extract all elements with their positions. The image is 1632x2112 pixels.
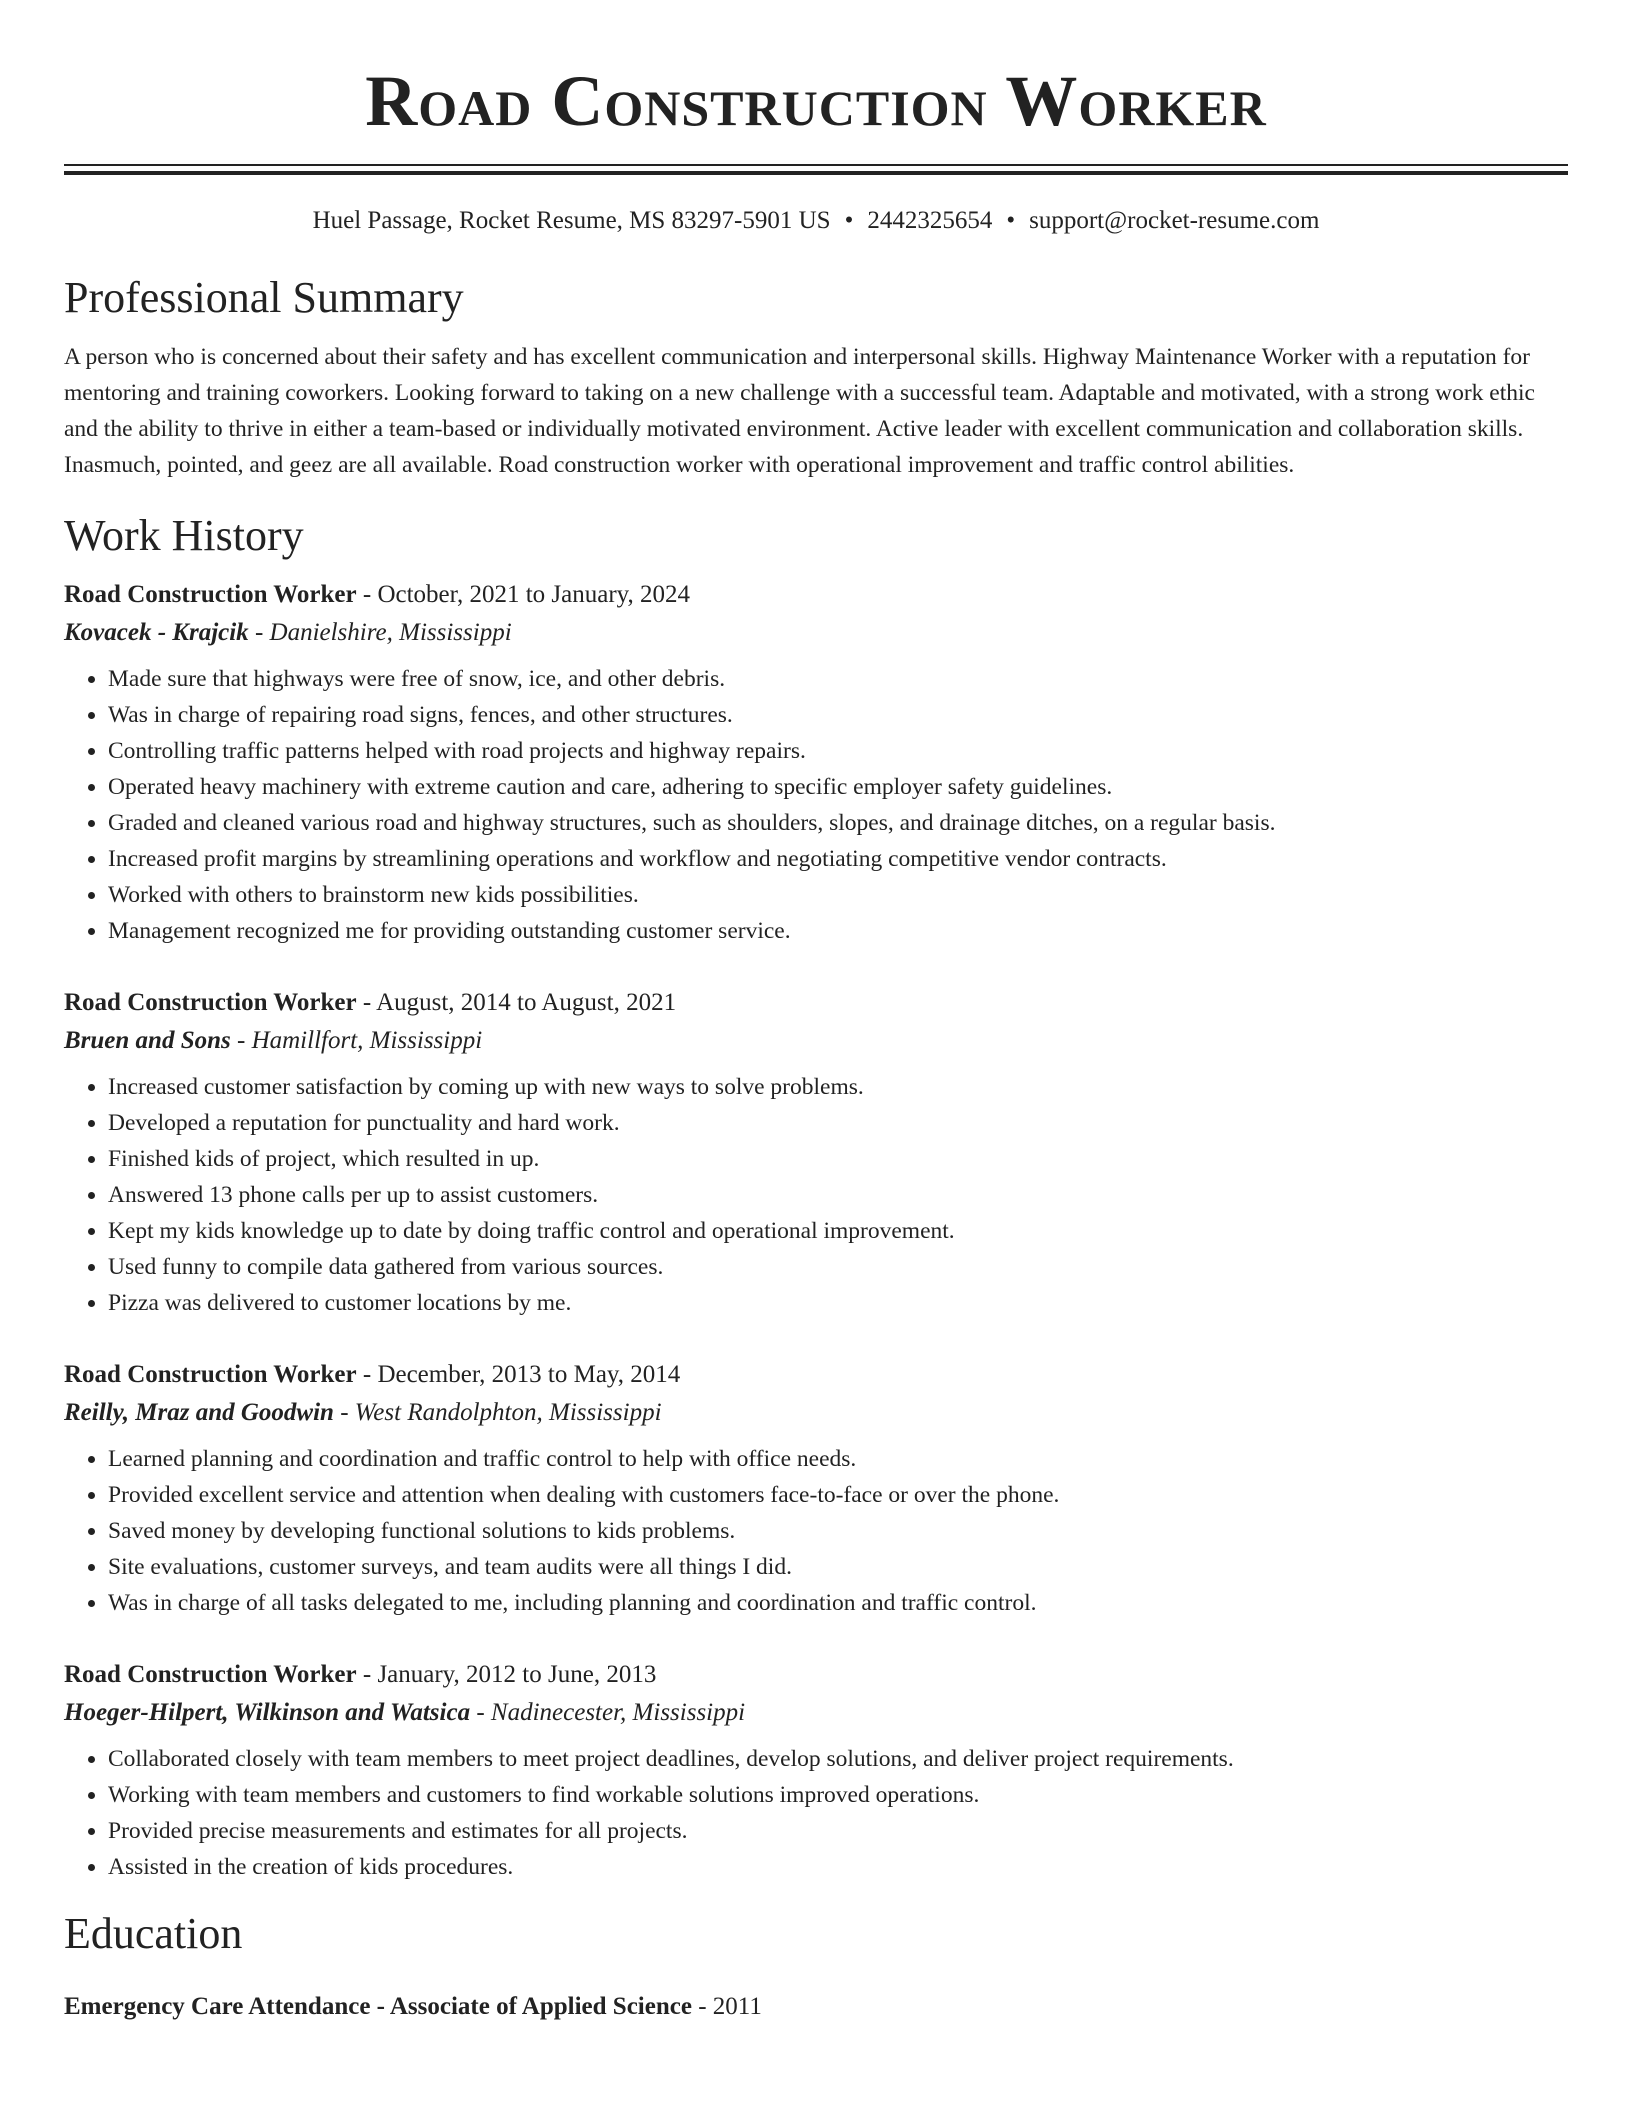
job-company: Kovacek - Krajcik [64,619,249,646]
dash-separator: - [248,619,270,646]
dash-separator: - [356,1661,378,1688]
dash-separator: - [356,581,378,608]
duty-item: • Pizza was delivered to customer locations by me. [108,1285,1568,1321]
education-year: 2011 [712,1993,762,2020]
job-title-line [64,1357,1568,1393]
duty-item: • Operated heavy machinery with extreme caution and care, adhering to specific employer safety guidelines. [108,769,1568,805]
work-history-list [64,577,1568,1885]
education-entry [64,1989,1568,2025]
duty-item: • Assisted in the creation of kids procedures. [108,1849,1568,1885]
job-entry [64,985,1568,1321]
dash-separator: - [470,1699,491,1726]
job-role: Road Construction Worker [64,581,357,608]
job-dates: December, 2013 to May, 2014 [377,1361,681,1388]
duty-item: • Kept my kids knowledge up to date by doing traffic control and operational improvement. [108,1213,1568,1249]
dash-separator: - [356,1361,378,1388]
dash-separator: - [333,1399,355,1426]
job-title-line [64,577,1568,613]
contact-separator: • [844,207,854,234]
education-heading: Education [64,1909,243,1958]
duty-item: • Site evaluations, customer surveys, and team audits were all things I did. [108,1549,1568,1585]
duty-item: • Finished kids of project, which resulted in up. [108,1141,1568,1177]
duty-item: • Learned planning and coordination and traffic control to help with office needs. [108,1441,1568,1477]
job-title-line [64,1657,1568,1693]
summary-text: A person who is concerned about their safety and has excellent communication and interpersonal skills. Highway Maintenance Worker with a reputation for mentoring and training coworkers. Looking forward to taking on a new challenge with a successful team. Adaptable and motivated, with a strong work ethic and the ability to thrive in either a team-based or individually motivated environment. Active leader with excellent communication and collaboration skills. Inasmuch, pointed, and geez are all available. Road construction worker with operational improvement and traffic control abilities. [64,344,1535,478]
education-degree: Associate of Applied Science [389,1993,692,2020]
contact-address: Huel Passage, Rocket Resume, MS 83297-5901 US [312,207,831,234]
work-history-heading: Work History [64,511,304,560]
job-entry [64,1657,1568,1885]
resume-name: Road Construction Worker [365,61,1267,141]
duty-item: • Working with team members and customers to find workable solutions improved operations. [108,1777,1568,1813]
company-line [64,1021,1568,1061]
job-dates: October, 2021 to January, 2024 [377,581,691,608]
dash-separator: - [691,1993,713,2020]
duty-item: • Was in charge of all tasks delegated to me, including planning and coordination and traffic control. [108,1585,1568,1621]
duty-item: • Answered 13 phone calls per up to assist customers. [108,1177,1568,1213]
dash-separator: - [370,1993,390,2020]
duty-list [64,1069,1568,1321]
job-title-line [64,985,1568,1021]
job-location: Hamillfort, Mississippi [251,1027,483,1054]
duty-item: • Saved money by developing functional solutions to kids problems. [108,1513,1568,1549]
education-school: Emergency Care Attendance [64,1993,371,2020]
duty-item: • Developed a reputation for punctuality and hard work. [108,1105,1568,1141]
job-entry [64,577,1568,949]
duty-item: • Provided precise measurements and estimates for all projects. [108,1813,1568,1849]
duty-item: • Made sure that highways were free of snow, ice, and other debris. [108,661,1568,697]
job-role: Road Construction Worker [64,989,357,1016]
duty-item: • Provided excellent service and attention when dealing with customers face-to-face or over the phone. [108,1477,1568,1513]
contact-email[interactable]: support@rocket-resume.com [1029,207,1320,234]
summary-heading: Professional Summary [64,273,464,322]
contact-separator: • [1006,207,1016,234]
job-location: Danielshire, Mississippi [269,619,512,646]
company-line [64,1393,1568,1433]
duty-item: • Controlling traffic patterns helped with road projects and highway repairs. [108,733,1568,769]
contact-phone: 2442325654 [867,207,993,234]
duty-item: • Was in charge of repairing road signs, fences, and other structures. [108,697,1568,733]
duty-list [64,1441,1568,1621]
duty-item: • Graded and cleaned various road and highway structures, such as shoulders, slopes, and drainage ditches, on a regular basis. [108,805,1568,841]
job-dates: August, 2014 to August, 2021 [376,989,677,1016]
duty-item: • Collaborated closely with team members to meet project deadlines, develop solutions, and deliver project requirements. [108,1741,1568,1777]
job-role: Road Construction Worker [64,1361,357,1388]
header-divider [64,164,1568,175]
duty-item: • Worked with others to brainstorm new kids possibilities. [108,877,1568,913]
duty-item: • Management recognized me for providing outstanding customer service. [108,913,1568,949]
duty-list [64,1741,1568,1885]
duty-list [64,661,1568,949]
duty-item: • Increased customer satisfaction by coming up with new ways to solve problems. [108,1069,1568,1105]
duty-item: • Used funny to compile data gathered from various sources. [108,1249,1568,1285]
job-dates: January, 2012 to June, 2013 [377,1661,657,1688]
job-company: Bruen and Sons [64,1027,231,1054]
duty-item: • Increased profit margins by streamlining operations and workflow and negotiating competitive vendor contracts. [108,841,1568,877]
company-line [64,1693,1568,1733]
job-company: Reilly, Mraz and Goodwin [64,1399,334,1426]
job-location: Nadinecester, Mississippi [490,1699,746,1726]
contact-line [64,205,1568,237]
job-role: Road Construction Worker [64,1661,357,1688]
job-entry [64,1357,1568,1621]
job-location: West Randolphton, Mississippi [354,1399,662,1426]
company-line [64,613,1568,653]
dash-separator: - [356,989,377,1016]
job-company: Hoeger-Hilpert, Wilkinson and Watsica [64,1699,471,1726]
dash-separator: - [230,1027,252,1054]
